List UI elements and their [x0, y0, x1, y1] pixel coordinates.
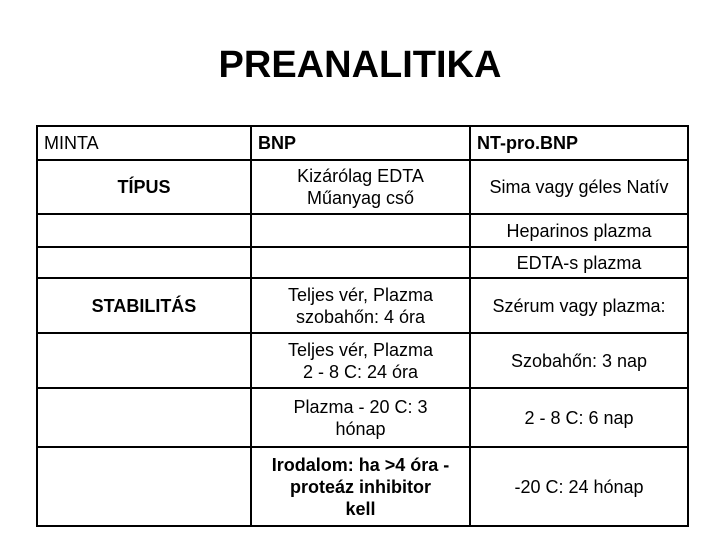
table-row — [37, 160, 688, 214]
bnp-line: kell — [345, 498, 376, 519]
bnp-cell — [251, 160, 470, 214]
nt-cell: -20 C: 24 hónap — [470, 447, 688, 526]
table-row — [37, 333, 688, 388]
bnp-line: Plazma - 20 C: 3 — [293, 396, 428, 417]
nt-cell: Heparinos plazma — [470, 214, 688, 247]
header-bnp: BNP — [251, 126, 470, 160]
nt-cell: Szobahőn: 3 nap — [470, 333, 688, 388]
bnp-line: Kizárólag EDTA — [297, 166, 424, 186]
bnp-line: hónap — [335, 418, 386, 439]
row-label — [37, 447, 251, 526]
bnp-cell — [251, 388, 470, 447]
table-row — [37, 214, 688, 247]
bnp-cell — [251, 278, 470, 333]
table-row — [37, 278, 688, 333]
bnp-line: Irodalom: ha >4 óra - — [271, 454, 450, 475]
row-label — [37, 333, 251, 388]
table-header-row — [37, 126, 688, 160]
bnp-cell — [251, 247, 470, 278]
header-ntprobnp: NT-pro.BNP — [470, 126, 688, 160]
bnp-cell — [251, 214, 470, 247]
nt-cell: 2 - 8 C: 6 nap — [470, 388, 688, 447]
bnp-line: Teljes vér, Plazma — [287, 339, 434, 360]
bnp-line: szobahőn: 4 óra — [295, 306, 426, 327]
bnp-cell — [251, 333, 470, 388]
table-row — [37, 247, 688, 278]
bnp-line: proteáz inhibitor — [290, 476, 431, 497]
bnp-cell — [251, 447, 470, 526]
bnp-line: Teljes vér, Plazma — [287, 284, 434, 305]
table-row — [37, 447, 688, 526]
preanalytics-table — [36, 125, 689, 527]
bnp-line: Műanyag cső — [306, 188, 415, 208]
nt-cell: Szérum vagy plazma: — [470, 278, 688, 333]
page-title: PREANALITIKA — [218, 44, 502, 86]
row-label — [37, 388, 251, 447]
nt-cell: Sima vagy géles Natív — [470, 160, 688, 214]
header-minta: MINTA — [37, 126, 251, 160]
nt-cell: EDTA-s plazma — [470, 247, 688, 278]
row-label — [37, 247, 251, 278]
bnp-line: 2 - 8 C: 24 óra — [302, 361, 419, 382]
row-label: TÍPUS — [37, 160, 251, 214]
table-row — [37, 388, 688, 447]
row-label: STABILITÁS — [37, 278, 251, 333]
row-label — [37, 214, 251, 247]
